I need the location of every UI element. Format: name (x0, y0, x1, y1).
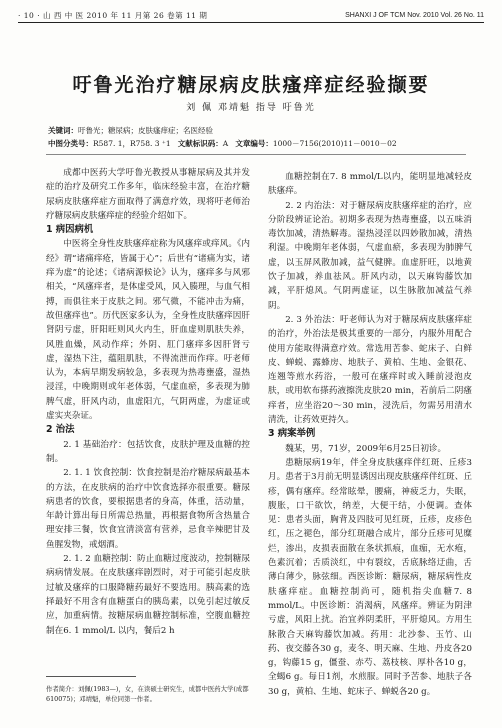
author-footnote: 作者简介：刘佩(1983—)，女，在读硕士研究生，成都中医药大学(成都 610075)；邓靖魁，单位同第一作者。 (46, 685, 249, 703)
footnote-divider (46, 676, 136, 677)
keywords-label: 关键词： (48, 126, 78, 135)
journal-english-info: SHANXI J OF TCM Nov. 2010 Vol. 26 No. 11 (345, 11, 484, 19)
clc-value: R587. 1，R758. 3 ⁺1 (93, 139, 171, 148)
paragraph: 魏某，男，71岁，2009年6月25日初诊。 (285, 443, 447, 454)
paragraph: 2. 1. 1 饮食控制：饮食控制是治疗糖尿病最基本的方法，在皮肤病的治疗中饮食选择亦很重要。糖尿病患者的饮食，要根据患者的身高，体重，活动量，年龄计算出每日所需总热量，再根据食物所含热量合理安排三餐，饮食宜清淡富有营养，忌食辛辣肥甘及鱼腥发物，戒烟酒。 (46, 468, 250, 550)
section-heading: 1 病因病机 (46, 224, 94, 236)
classification-line (48, 138, 468, 149)
paragraph: 患糖尿病19年，伴全身皮肤瘙痒伴红斑、丘疹3月。患者于3月前无明显诱因出现皮肤瘙痒伴红斑、丘疹，偶有瘙痒。经常眩晕，腰痛，神疲乏力，失眠，腹胀，口干欲饮，纳差，大便干结，小便调。查体见：患者头面，胸背及四肢可见红斑，丘疹，皮疹色红，压之褪色，部分红斑融合成片，部分丘疹可见糜烂，渗出，皮损表面散在条状抓痕，血痂，无水疱，色素沉着；舌质淡红，中有裂纹，舌底脉络迂曲，舌薄白薄少，脉弦细。西医诊断：糖尿病，糖尿病性皮肤瘙痒症。血糖控制尚可，随机指尖血糖7. 8 mmol/L。中医诊断：消渴病，风瘙痒。辨证为阴津亏虚，风阳上扰。治宜养阴柔肝，平肝熄风。方用生脉散合天麻钩藤饮加减。药用：北沙参、玉竹、山药、夜交藤各30 g，麦冬、明天麻、生地、丹皮各20 g，钩藤15 g，僵蚕、赤芍、荔枝核、厚朴各10 g，全蝎6 g。每日1剂，水煎服。同时予苦参、地肤子各30 g，黄柏、生地、蛇床子、蝉蜕各20 g。 (268, 457, 472, 697)
section-heading: 3 病案举例 (268, 428, 316, 440)
doc-code-label: 文献标识码： (177, 139, 223, 148)
header-divider (46, 154, 466, 155)
paragraph: 血糖控制在7. 8 mmol/L以内，能明显地减轻皮肤瘙痒。 (268, 172, 472, 197)
right-column (268, 170, 472, 699)
doc-code-value: A (222, 139, 229, 148)
article-id-value: 1000－7156(2010)11－0010－02 (272, 139, 397, 148)
paragraph: 成都中医药大学吁鲁光教授从事糖尿病及其并发症的治疗及研究工作多年，临床经验丰富，在治疗糖尿病皮肤瘙痒症方面取得了满意疗效，现将吁老师治疗糖尿病皮肤瘙痒症的经验介绍如下。 (46, 168, 250, 221)
paragraph: 2. 1. 2 血糖控制：防止血糖过度波动，控制糖尿病病情发展。在皮肤瘙痒剧烈时，对于可能引起皮肤过敏及瘙痒的口服降糖药最好不要选用。胰高素的选择最好不用含有血糖蛋白的胰岛素，以免引起过敏反应，加重病情。按糖尿病血糖控制标准，空腹血糖控制在6. 1 mmol/L 以内，餐后2 h (46, 554, 250, 636)
clc-label: 中图分类号： (48, 139, 93, 148)
paragraph: 2. 2 内治法：对于糖尿病皮肤瘙痒症的治疗，应分阶段辨证论治。初期多表现为热毒壅盛，以五味消毒饮加减，清热解毒。湿热浸淫以四妙散加减，清热利湿。中晚期年老体弱，气虚血瘀，多表现为肺脾气虚，以玉屏风散加减，益气健脾。血虚肝旺，以地黄饮子加减，养血祛风。肝风内动，以天麻钩藤饮加减，平肝熄风。气阴两虚证，以生脉散加减益气养阴。 (268, 200, 472, 311)
paragraph: 中医将全身性皮肤瘙痒症称为风瘙痒或痒风。《内经》谓“诸痛痒疮，皆属于心”；后世有“诸痛为实，诸痒为虚”的论述；《诸病源候论》认为，瘙痒多与风邪相关，“风瘙痒者，是体虚受风，风入腠理，与血气相搏，而俱往来于皮肤之间。邪气微，不能冲击为痛，故但瘙痒也”。历代医家多认为，全身性皮肤瘙痒因肝肾阴亏虚，肝阳旺则风火内生，肝血虚则肌肤失养，风胜血燥，风动作痒；外阴、肛门瘙痒多因肝肾亏虚，湿热下注，蕴阻肌肤，不得流泄而作痒。吁老师认为，本病早期发病较急，多表现为热毒壅盛，湿热浸淫，中晚期则或年老体弱，气虚血瘀，多表现为肺脾气虚，肝风内动，血虚阳亢，气阴两虚，为虚证或虚实夹杂证。 (46, 239, 250, 422)
section-heading: 2 治法 (46, 424, 75, 436)
article-id-label: 文章编号： (235, 139, 273, 148)
journal-issue-info: · 10 · 山 西 中 医 2010 年 11 月第 26 卷第 11 期 (18, 10, 208, 20)
running-header (18, 8, 484, 23)
keywords-line (48, 125, 468, 136)
left-column (46, 166, 250, 638)
paragraph: 2. 1 基础治疗：包括饮食，皮肤护理及血糖的控制。 (46, 439, 250, 464)
article-title: 吁鲁光治疗糖尿病皮肤瘙痒症经验撷要 (72, 74, 430, 96)
keywords-text: 吁鲁光；糖尿病；皮肤瘙痒症；名医经验 (78, 126, 213, 135)
article-authors: 刘 佩 邓靖魁 指导 吁鲁光 (186, 103, 316, 113)
paragraph: 2. 3 外治法：吁老师认为对于糖尿病皮肤瘙痒症的治疗，外治法是极其重要的一部分，内服外用配合使用方能取得满意疗效。常选用苦参、蛇床子、白鲜皮、蝉蜕、露蜂房、地肤子、黄柏、生地、金银花、连翘等煎水药浴，一般可在瘙痒时或入睡前浸泡皮肤，或用软布搽药液擦洗皮肤20 min，若前后二阴瘙痒者，应坐浴20～30 min，浸洗后，勿需另用清水清洗，让药效更持久。 (268, 314, 472, 426)
